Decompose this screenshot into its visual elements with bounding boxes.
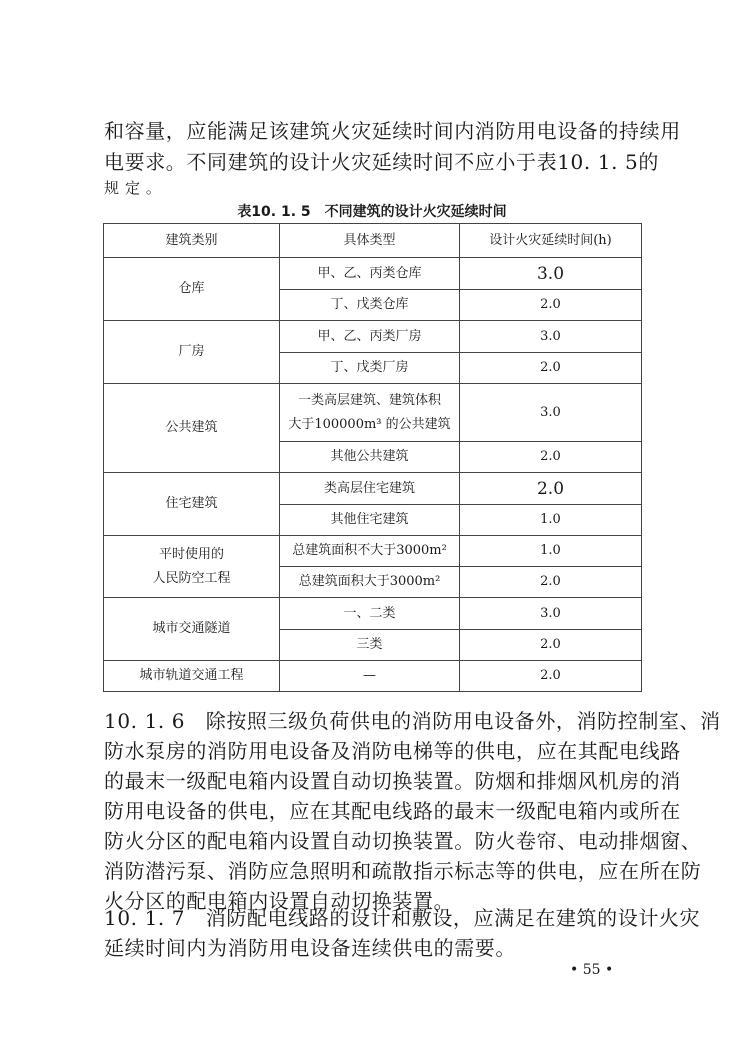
category-cell-line: 人民防空工程 [152,570,231,586]
type-cell: 总建筑面积大于3000m² [280,567,460,598]
type-cell: 其他公共建筑 [280,442,460,473]
type-cell: 丁、戊类厂房 [280,353,460,384]
category-cell: 仓库 [104,258,280,321]
duration-cell: 2.0 [460,353,642,384]
category-cell-line: 平时使用的 [158,546,224,562]
duration-cell: 3.0 [460,598,642,630]
clause-line: 防火分区的配电箱内设置自动切换装置。防火卷帘、电动排烟窗、 [104,829,702,853]
duration-cell: 1.0 [460,536,642,567]
type-cell: — [280,661,460,692]
category-cell: 公共建筑 [104,384,280,473]
clause-line: 10. 1. 7 消防配电线路的设计和敷设，应满足在建筑的设计火灾 [104,906,701,930]
duration-cell: 1.0 [460,505,642,536]
clause-line: 防用电设备的供电，应在其配电线路的最末一级配电箱内或所在 [104,799,681,823]
page-number: • 55 • [570,962,614,978]
clause-line: 防水泵房的消防用电设备及消防电梯等的供电，应在其配电线路 [104,739,681,763]
table-row [104,384,642,442]
intro-line: 规 定 。 [104,179,162,197]
type-cell: 甲、乙、丙类仓库 [280,258,460,290]
header-category: 建筑类别 [104,224,280,258]
category-cell: 城市轨道交通工程 [104,661,280,692]
duration-cell: 3.0 [460,384,642,442]
table-row [104,473,642,505]
clause-line: 的最末一级配电箱内设置自动切换装置。防烟和排烟风机房的消 [104,769,681,793]
table-row [104,598,642,630]
duration-cell: 2.0 [460,567,642,598]
type-cell: 其他住宅建筑 [280,505,460,536]
type-cell: 类高层住宅建筑 [280,473,460,505]
table-row [104,536,642,567]
type-cell: 总建筑面积不大于3000m² [280,536,460,567]
table-header-row [104,224,642,258]
clause-line: 火分区的配电箱内设置自动切换装置。 [104,889,455,913]
header-duration: 设计火灾延续时间(h) [460,224,642,258]
duration-cell: 2.0 [460,661,642,692]
type-cell [280,384,460,442]
table-row [104,321,642,353]
category-cell: 城市交通隧道 [104,598,280,661]
table-row [104,661,642,692]
clause-line: 延续时间内为消防用电设备连续供电的需要。 [104,936,516,960]
intro-line: 和容量，应能满足该建筑火灾延续时间内消防用电设备的持续用 [104,119,681,143]
category-cell: 厂房 [104,321,280,384]
category-cell [104,536,280,598]
duration-cell: 2.0 [460,442,642,473]
table-caption: 表10. 1. 5 不同建筑的设计火灾延续时间 [237,204,507,220]
type-cell: 丁、戊类仓库 [280,290,460,321]
fire-duration-table [103,223,642,692]
duration-cell: 2.0 [460,473,642,505]
duration-cell: 3.0 [460,258,642,290]
header-type: 具体类型 [280,224,460,258]
table-row [104,258,642,290]
duration-cell: 2.0 [460,630,642,661]
type-cell: 一、二类 [280,598,460,630]
type-cell-line: 大于100000m³ 的公共建筑 [288,416,451,432]
type-cell: 三类 [280,630,460,661]
clause-line: 10. 1. 6 除按照三级负荷供电的消防用电设备外，消防控制室、消 [104,709,721,733]
duration-cell: 3.0 [460,321,642,353]
intro-line: 电要求。不同建筑的设计火灾延续时间不应小于表10. 1. 5的 [104,150,659,174]
type-cell: 甲、乙、丙类厂房 [280,321,460,353]
clause-line: 消防潜污泵、消防应急照明和疏散指示标志等的供电，应在所在防 [104,859,702,883]
duration-cell: 2.0 [460,290,642,321]
type-cell-line: 一类高层建筑、建筑体积 [297,392,441,408]
category-cell: 住宅建筑 [104,473,280,536]
